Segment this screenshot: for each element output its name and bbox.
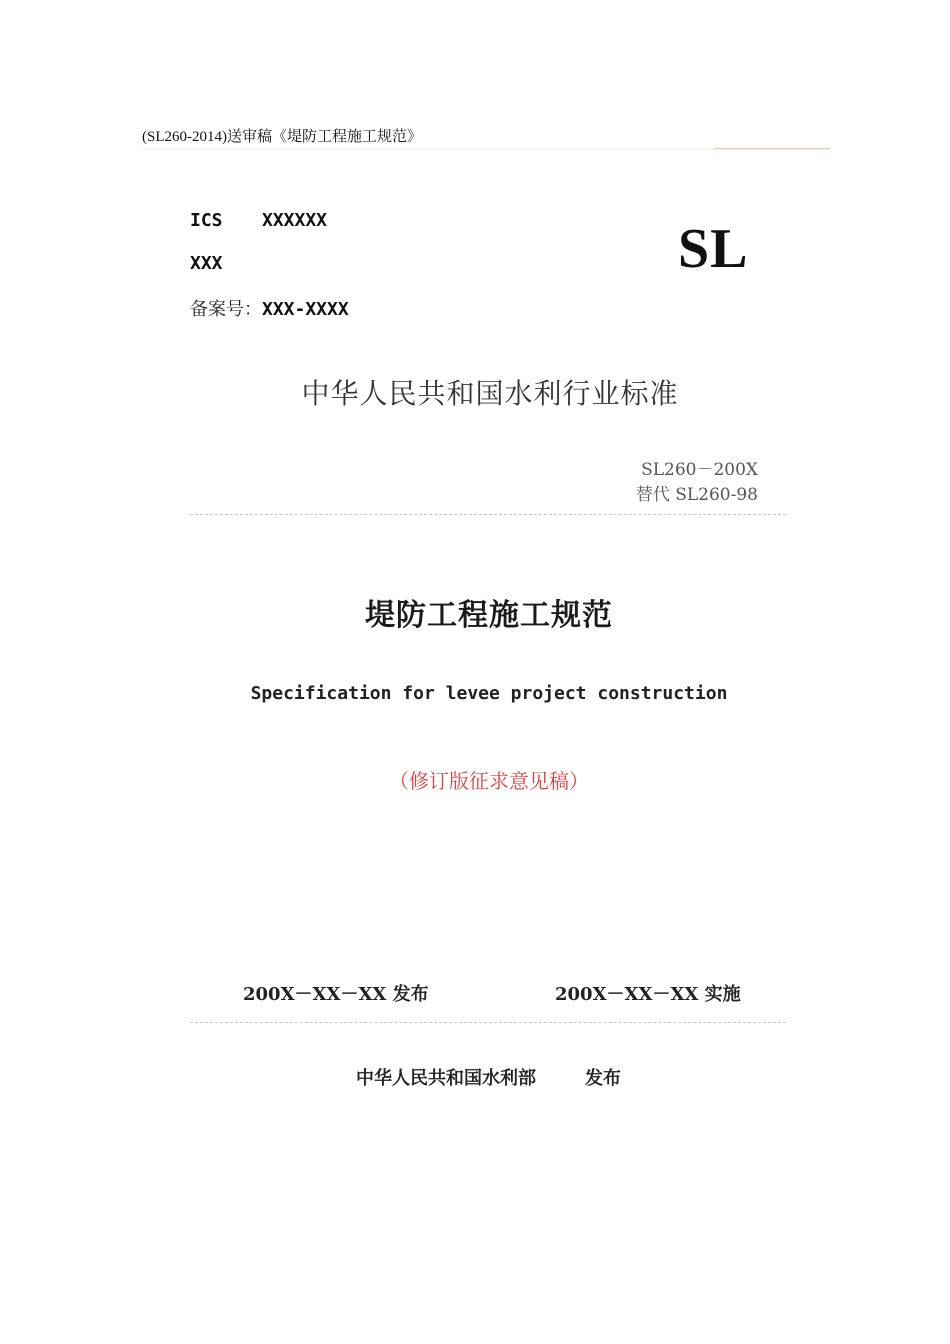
header-accent-line xyxy=(714,148,830,149)
publish-date: 200X－XX－XX 发布 xyxy=(243,984,429,1005)
issued-label: 发布 xyxy=(585,1068,621,1089)
replaces-standard: 替代 SL260-98 xyxy=(635,485,758,505)
draft-status-note: （修订版征求意见稿） xyxy=(389,769,589,793)
footer-divider xyxy=(190,1022,786,1023)
classification-code: XXX xyxy=(190,253,223,274)
standard-title: 中华人民共和国水利行业标准 xyxy=(301,377,679,410)
sl-logo: SL xyxy=(678,218,749,280)
ics-value: XXXXXX xyxy=(262,210,328,231)
page-header: (SL260-2014)送审稿《堤防工程施工规范》 xyxy=(142,129,422,145)
filing-number: XXX-XXXX xyxy=(262,299,349,320)
issuing-authority: 中华人民共和国水利部 xyxy=(356,1068,536,1089)
document-title: 堤防工程施工规范 xyxy=(365,598,613,633)
header-divider xyxy=(142,149,830,150)
document-title-english: Specification for levee project construction xyxy=(250,683,728,704)
ics-label: ICS xyxy=(190,210,223,231)
implementation-date: 200X－XX－XX 实施 xyxy=(555,984,741,1005)
standard-number: SL260－200X xyxy=(641,460,758,480)
title-divider xyxy=(190,514,786,515)
filing-number-line xyxy=(190,295,349,321)
filing-label: 备案号： xyxy=(190,299,262,320)
